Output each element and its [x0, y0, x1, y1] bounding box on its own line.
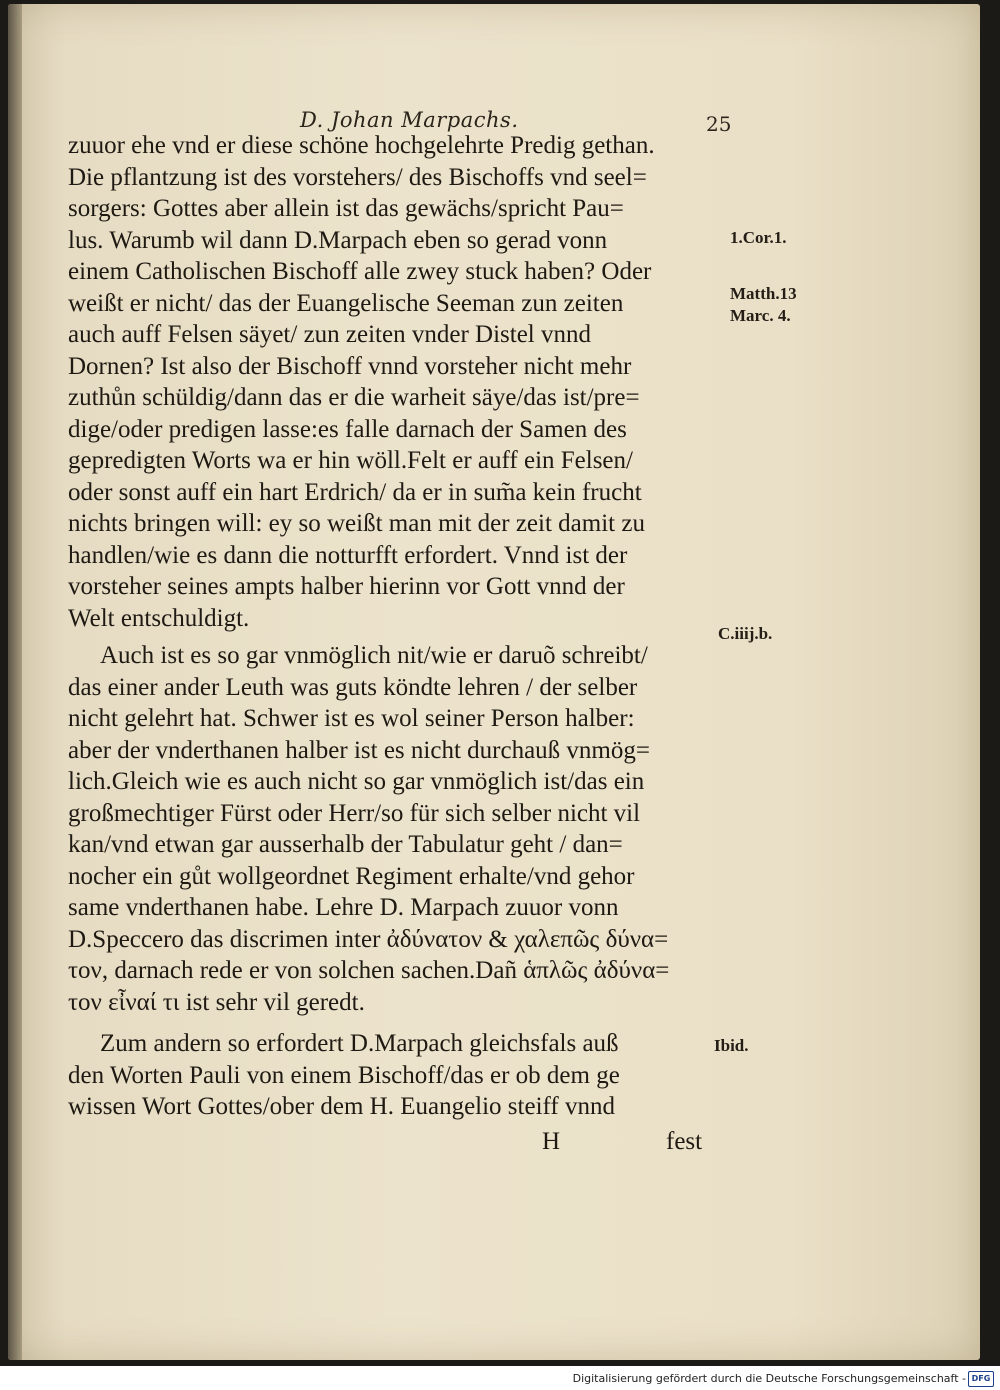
text-line: D.Speccero das discrimen inter ἀδύνατον & χαλεπῶς δύνα= [68, 925, 669, 953]
paragraph-2 [68, 640, 738, 1018]
text-line: τον, darnach rede er von solchen sachen.Dañ ἁπλῶς ἀδύνα= [68, 957, 670, 984]
text-line: τον εἶναί τι ist sehr vil geredt. [68, 988, 365, 1016]
text-line: handlen/wie es dann die notturfft erfordert. Vnnd ist der [68, 541, 628, 569]
signature-mark: H [542, 1128, 561, 1155]
text-line: dige/oder predigen lasse:es falle darnach der Samen des [68, 415, 627, 443]
text-line: auch auff Felsen säyet/ zun zeiten vnder Distel vnnd [68, 321, 591, 348]
catchword: fest [666, 1128, 703, 1155]
text-line: weißt er nicht/ das der Euangelische Seeman zun zeiten [68, 289, 624, 317]
running-head: D. Johan Marpachs. [300, 108, 519, 132]
text-line: den Worten Pauli von einem Bischoff/das er ob dem ge [68, 1061, 620, 1089]
text-line: aber der vnderthanen halber ist es nicht durchauß vnmög= [68, 736, 650, 764]
text-line: wissen Wort Gottes/ober dem H. Euangelio steiff vnnd [68, 1093, 615, 1120]
text-line: sorgers: Gottes aber allein ist das gewächs/spricht Pau= [68, 195, 624, 222]
text-line: zuuor ehe vnd er diese schöne hochgelehrte Predig gethan. [68, 132, 655, 159]
text-line: lus. Warumb wil dann D.Marpach eben so gerad vonn [68, 226, 608, 254]
text-line: großmechtiger Fürst oder Herr/so für sich selber nicht vil [68, 799, 641, 827]
text-line: nocher ein gůt wollgeordnet Regiment erhalte/vnd gehor [68, 862, 635, 890]
margin-note-marc: Marc. 4. [730, 306, 791, 325]
text-line: Die pflantzung ist des vorstehers/ des Bischoffs vnd seel= [68, 163, 647, 191]
footer-credit: Digitalisierung gefördert durch die Deutsche Forschungsgemeinschaft - [572, 1372, 966, 1385]
text-line: Auch ist es so gar vnmöglich nit/wie er daruõ schreibt/ [100, 642, 648, 669]
margin-note-ibid: Ibid. [714, 1036, 749, 1055]
text-line: oder sonst auff ein hart Erdrich/ da er in sum̃a kein frucht [68, 478, 642, 506]
text-line: kan/vnd etwan gar ausserhalb der Tabulatur geht / dan= [68, 831, 623, 858]
text-line: das einer ander Leuth was guts köndte lehren / der selber [68, 673, 638, 701]
paragraph-1 [68, 130, 738, 634]
margin-note-signature: C.iiij.b. [718, 624, 773, 643]
footer-bar [0, 1368, 1000, 1390]
text-line: same vnderthanen habe. Lehre D. Marpach zuuor vonn [68, 894, 619, 921]
text-line: nicht gelehrt hat. Schwer ist es wol seiner Person halber: [68, 705, 635, 732]
paragraph-3 [68, 1028, 738, 1123]
page-gutter [8, 4, 22, 1360]
margin-note-matth: Matth.13 [730, 284, 797, 303]
text-line: lich.Gleich wie es auch nicht so gar vnmöglich ist/das ein [68, 768, 645, 795]
dfg-logo-icon: DFG [968, 1371, 994, 1387]
text-line: vorsteher seines ampts halber hierinn vor Gott vnnd der [68, 573, 625, 600]
page-number: 25 [706, 112, 732, 136]
margin-note-cor: 1.Cor.1. [730, 228, 787, 247]
text-line: Dornen? Ist also der Bischoff vnnd vorsteher nicht mehr [68, 352, 632, 380]
text-line: nichts bringen will: ey so weißt man mit der zeit damit zu [68, 510, 645, 537]
text-line: einem Catholischen Bischoff alle zwey stuck haben? Oder [68, 258, 652, 285]
text-line: gepredigten Worts wa er hin wöll.Felt er auff ein Felsen/ [68, 447, 633, 474]
text-line: zuthůn schüldig/dann das er die warheit säye/das ist/pre= [68, 384, 640, 411]
text-line: Zum andern so erfordert D.Marpach gleichsfals auß [100, 1030, 619, 1057]
text-line: Welt entschuldigt. [68, 604, 250, 632]
body-text [68, 130, 738, 1123]
